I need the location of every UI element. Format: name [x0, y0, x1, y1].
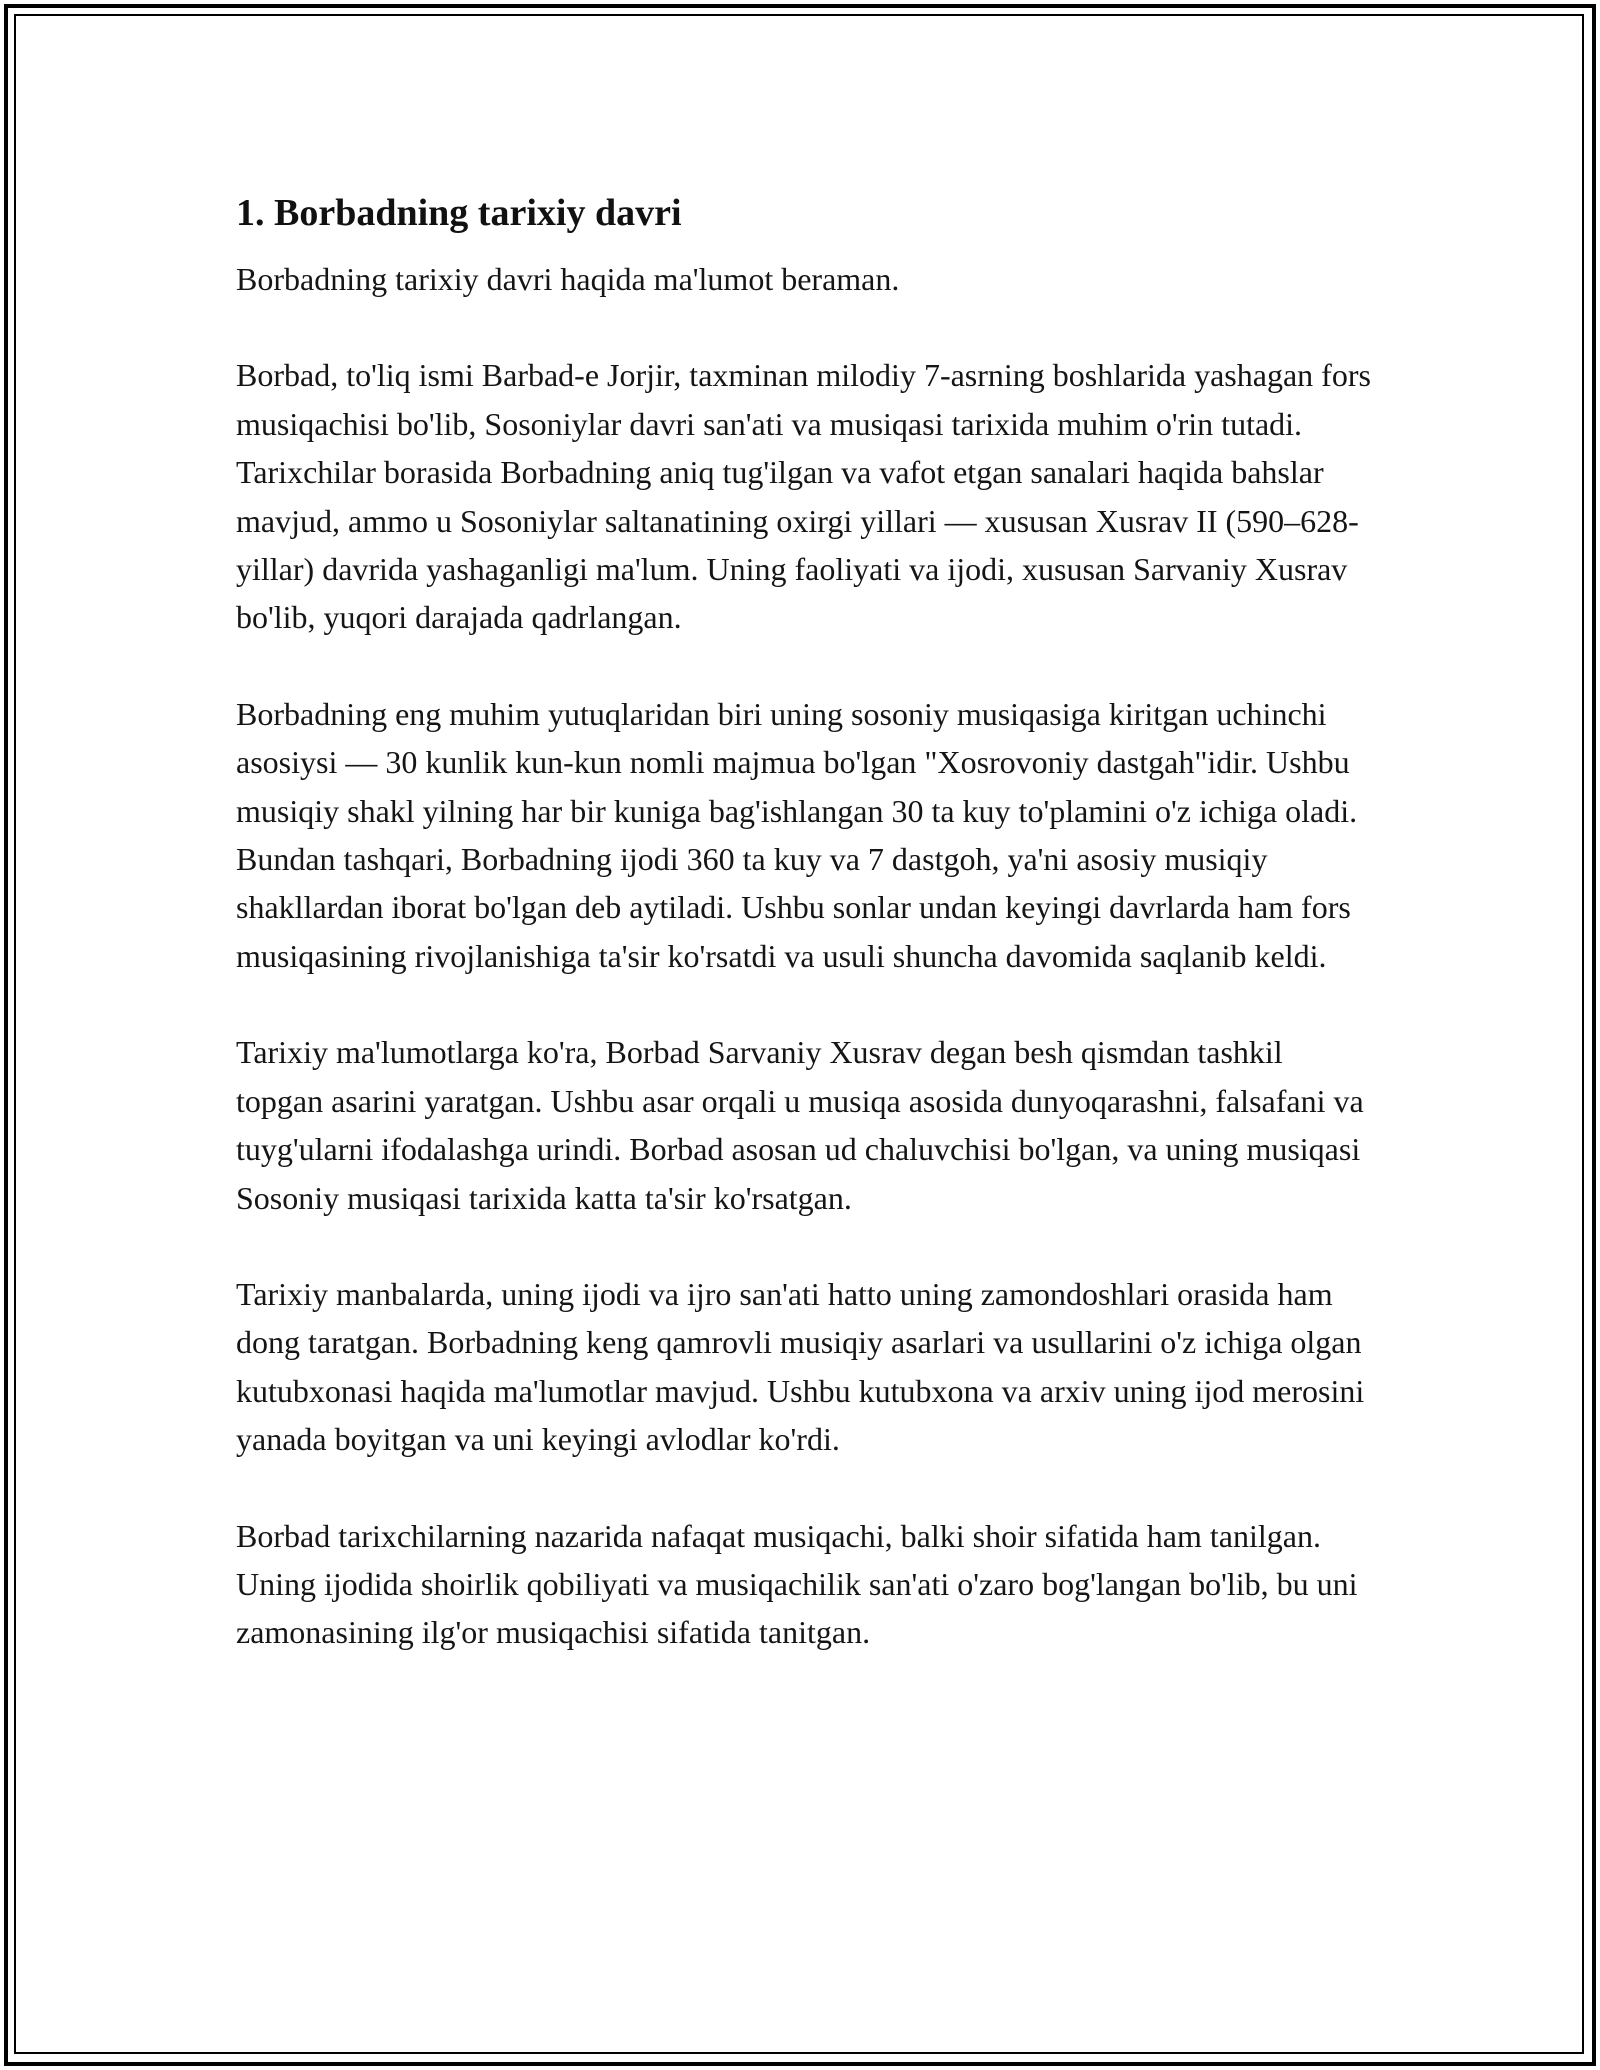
paragraph-works: Tarixiy ma'lumotlarga ko'ra, Borbad Sarvaniy Xusrav degan besh qismdan tashkil topgan asarini yaratgan. Ushbu asar orqali u musiqa asosida dunyoqarashni, falsafani va tuyg'ularni ifodalashga urindi. Borbad asosan ud chaluvchisi bo'lgan, va uning musiqasi Sosoniy musiqasi tarixida katta ta'sir ko'rsatgan. [236, 1034, 1364, 1216]
paragraph-sources: Tarixiy manbalarda, uning ijodi va ijro san'ati hatto uning zamondoshlari orasida ham dong taratgan. Borbadning keng qamrovli musiqiy asarlari va usullarini o'z ichiga olgan kutubxonasi haqida ma'lumotlar mavjud. Ushbu kutubxona va arxiv uning ijod merosini yanada boyitgan va uni keyingi avlodlar ko'rdi. [236, 1275, 1365, 1458]
paragraph-biography: Borbad, to'liq ismi Barbad-e Jorjir, taxminan milodiy 7-asrning boshlarida yashagan fors musiqachisi bo'lib, Sosoniylar davri san'ati va musiqasi tarixida muhim o'rin tutadi. Tarixchilar borasida Borbadning aniq tug'ilgan va vafot etgan sanalari haqida bahslar mavjud, ammo u Sosoniylar saltanatining oxirgi yillari — xususan Xusrav II (590–628-yillar) davrida yashaganligi ma'lum. Uning faoliyati va ijodi, xususan Sarvaniy Xusrav bo'lib, yuqori darajada qadrlangan. [236, 357, 1371, 636]
document-body [236, 185, 1376, 1705]
intro-paragraph: Borbadning tarixiy davri haqida ma'lumot beraman. [236, 261, 900, 297]
section-heading: 1. Borbadning tarixiy davri [236, 192, 682, 234]
paragraph-poet: Borbad tarixchilarning nazarida nafaqat musiqachi, balki shoir sifatida ham tanilgan. Uning ijodida shoirlik qobiliyati va musiqachilik san'ati o'zaro bog'langan bo'lib, bu uni zamonasining ilg'or musiqachisi sifatida tanitgan. [236, 1517, 1358, 1651]
paragraph-achievements: Borbadning eng muhim yutuqlaridan biri uning sosoniy musiqasiga kiritgan uchinchi asosiysi — 30 kunlik kun-kun nomli majmua bo'lgan "Xosrovoniy dastgah"idir. Ushbu musiqiy shakl yilning har bir kuniga bag'ishlangan 30 ta kuy to'plamini o'z ichiga oladi. Bundan tashqari, Borbadning ijodi 360 ta kuy va 7 dastgoh, ya'ni asosiy musiqiy shakllardan iborat bo'lgan deb aytiladi. Ushbu sonlar undan keyingi davrlarda ham fors musiqasining rivojlanishiga ta'sir ko'rsatdi va usuli shuncha davomida saqlanib keldi. [236, 695, 1358, 974]
